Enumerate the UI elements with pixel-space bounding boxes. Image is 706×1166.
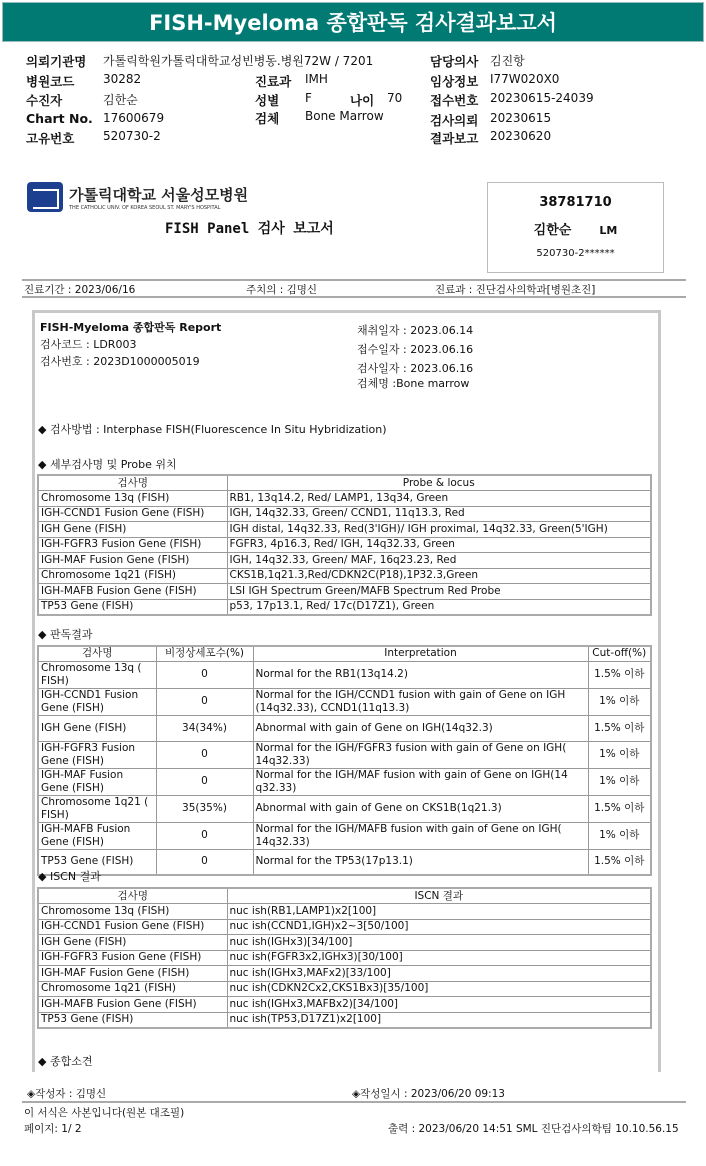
table-cell: 1.5% 이하	[588, 795, 651, 822]
clinical-value: I77W020X0	[490, 72, 560, 86]
table-row	[38, 935, 651, 951]
table-cell: p53, 17p13.1, Red/ 17c(D17Z1), Green	[227, 599, 651, 615]
patient-number: 38781710	[539, 195, 612, 210]
table-cell: 1% 이하	[588, 768, 651, 795]
table-row	[38, 950, 651, 966]
table-row	[38, 584, 651, 600]
probe-table	[37, 474, 652, 616]
table-row	[38, 1012, 651, 1028]
dept-label: 진료과	[255, 74, 292, 89]
table-cell: Normal for the IGH/MAFB fusion with gain of Gene on IGH( 14q32.33)	[253, 822, 588, 849]
table-cell: Normal for the RB1(13q14.2)	[253, 661, 588, 688]
table-cell: Chromosome 13q (FISH)	[38, 904, 227, 920]
table-cell: RB1, 13q14.2, Red/ LAMP1, 13q34, Green	[227, 491, 651, 507]
table-cell: IGH Gene (FISH)	[38, 715, 156, 741]
hospital-name: 가톨릭대학교 서울성모병원	[69, 185, 249, 204]
age-label: 나이	[350, 93, 375, 108]
table-cell: IGH-FGFR3 Fusion Gene (FISH)	[38, 537, 227, 553]
table-cell: 1% 이하	[588, 822, 651, 849]
table-row	[38, 966, 651, 982]
table-row	[38, 491, 651, 507]
table-row	[38, 904, 651, 920]
table-cell: nuc ish(IGHx3,MAFBx2)[34/100]	[227, 997, 651, 1013]
patient-id: 520730-2******	[536, 248, 615, 259]
table-cell: Chromosome 1q21 (FISH)	[38, 568, 227, 584]
report-value: 20230620	[490, 129, 552, 143]
table-cell: TP53 Gene (FISH)	[38, 849, 156, 875]
col-header: Probe & locus	[227, 475, 651, 491]
table-cell: IGH-MAFB Fusion Gene (FISH)	[38, 997, 227, 1013]
visit-physician: 주치의 : 김명신	[246, 284, 318, 296]
table-cell: Chromosome 1q21 ( FISH)	[38, 795, 156, 822]
table-cell: CKS1B,1q21.3,Red/CDKN2C(P18),1P32.3,Green	[227, 568, 651, 584]
table-cell: Abnormal with gain of Gene on IGH(14q32.3)	[253, 715, 588, 741]
patient-code: LM	[599, 224, 618, 237]
hospital-emblem-icon	[27, 182, 63, 212]
code-value: 30282	[103, 72, 142, 86]
iscn-section-title: ◆ ISCN 결과	[38, 870, 101, 883]
patient-value: 김한순	[103, 93, 138, 107]
table-cell: nuc ish(IGHx3)[34/100]	[227, 935, 651, 951]
uid-label: 고유번호	[26, 131, 75, 146]
table-cell: 0	[156, 849, 253, 875]
col-header: Interpretation	[253, 646, 588, 661]
table-cell: nuc ish(IGHx3,MAFx2)[33/100]	[227, 966, 651, 982]
test-code: 검사코드 : LDR003	[40, 338, 137, 351]
table-row	[38, 795, 651, 822]
sex-label: 성별	[255, 93, 280, 108]
table-cell: nuc ish(CDKN2Cx2,CKS1Bx3)[35/100]	[227, 981, 651, 997]
method: ◆ 검사방법 : Interphase FISH(Fluorescence In Situ Hybridization)	[38, 423, 387, 436]
specimen-label: 검체	[255, 111, 280, 126]
collected-date: 채취일자 : 2023.06.14	[357, 324, 474, 337]
divider	[22, 296, 686, 298]
panel-title: FISH Panel 검사 보고서	[165, 221, 334, 237]
table-row	[38, 506, 651, 522]
col-header: 비정상세포수(%)	[156, 646, 253, 661]
dept-value: IMH	[305, 72, 328, 86]
table-cell: 1.5% 이하	[588, 715, 651, 741]
table-cell: 0	[156, 661, 253, 688]
copy-notice: 이 서식은 사본입니다(원본 대조필)	[24, 1107, 185, 1119]
code-label: 병원코드	[26, 74, 75, 89]
table-cell: 1% 이하	[588, 688, 651, 715]
probe-section-title: ◆ 세부검사명 및 Probe 위치	[38, 458, 177, 471]
table-cell: 0	[156, 741, 253, 768]
table-cell: 1% 이하	[588, 741, 651, 768]
received-date: 접수일자 : 2023.06.16	[357, 343, 474, 356]
table-cell: IGH, 14q32.33, Green/ MAF, 16q23.23, Red	[227, 553, 651, 569]
table-cell: IGH, 14q32.33, Green/ CCND1, 11q13.3, Red	[227, 506, 651, 522]
request-label: 검사의뢰	[430, 113, 479, 128]
table-row	[38, 688, 651, 715]
table-cell: Chromosome 1q21 (FISH)	[38, 981, 227, 997]
sex-value: F	[305, 91, 312, 105]
test-number: 검사번호 : 2023D1000005019	[40, 355, 200, 368]
table-row	[38, 768, 651, 795]
patient-label: 수진자	[26, 93, 63, 108]
table-cell: IGH distal, 14q32.33, Red(3'IGH)/ IGH proximal, 14q32.33, Green(5'IGH)	[227, 522, 651, 538]
inst-value: 가톨릭학원가톨릭대학교성빈병동.병원72W / 7201	[103, 54, 374, 68]
table-cell: IGH-FGFR3 Fusion Gene (FISH)	[38, 950, 227, 966]
table-row	[38, 981, 651, 997]
report-title: FISH-Myeloma 종합판독 Report	[40, 321, 222, 334]
col-header: 검사명	[38, 646, 156, 661]
table-cell: IGH-MAFB Fusion Gene (FISH)	[38, 822, 156, 849]
table-cell: IGH-MAF Fusion Gene (FISH)	[38, 966, 227, 982]
table-row	[38, 849, 651, 875]
patient-name: 김한순	[533, 223, 572, 238]
divider	[22, 279, 686, 281]
written-datetime: ◈작성일시 : 2023/06/20 09:13	[352, 1088, 505, 1100]
table-cell: nuc ish(FGFR3x2,IGHx3)[30/100]	[227, 950, 651, 966]
summary-section-title: ◆ 종합소견	[38, 1055, 93, 1068]
visit-period: 진료기간 : 2023/06/16	[24, 284, 136, 296]
table-cell: IGH-CCND1 Fusion Gene (FISH)	[38, 506, 227, 522]
table-cell: IGH-FGFR3 Fusion Gene (FISH)	[38, 741, 156, 768]
result-table	[37, 645, 652, 876]
age-value: 70	[387, 91, 403, 105]
table-row	[38, 599, 651, 615]
table-row	[38, 553, 651, 569]
table-cell: Normal for the IGH/FGFR3 fusion with gain of Gene on IGH( 14q32.33)	[253, 741, 588, 768]
table-cell: IGH-MAFB Fusion Gene (FISH)	[38, 584, 227, 600]
doctor-value: 김진항	[490, 54, 525, 68]
hospital-logo	[27, 182, 248, 212]
table-cell: Abnormal with gain of Gene on CKS1B(1q21.3)	[253, 795, 588, 822]
table-cell: IGH-MAF Fusion Gene (FISH)	[38, 553, 227, 569]
table-cell: Normal for the IGH/CCND1 fusion with gain of Gene on IGH (14q32.33), CCND1(11q13.3)	[253, 688, 588, 715]
table-cell: nuc ish(CCND1,IGH)x2~3[50/100]	[227, 919, 651, 935]
table-row	[38, 661, 651, 688]
col-header: Cut-off(%)	[588, 646, 651, 661]
result-section-title: ◆ 판독결과	[38, 628, 93, 641]
table-cell: 0	[156, 822, 253, 849]
table-cell: LSI IGH Spectrum Green/MAFB Spectrum Red Probe	[227, 584, 651, 600]
table-cell: 35(35%)	[156, 795, 253, 822]
chart-value: 17600679	[103, 111, 165, 125]
specimen-value: Bone Marrow	[305, 109, 384, 123]
divider	[22, 1101, 686, 1103]
table-cell: IGH-CCND1 Fusion Gene (FISH)	[38, 688, 156, 715]
iscn-table	[37, 887, 652, 1029]
visit-department: 진료과 : 진단검사의학과[병원초진]	[435, 284, 596, 296]
table-row	[38, 715, 651, 741]
table-cell: Chromosome 13q (FISH)	[38, 491, 227, 507]
clinical-label: 임상정보	[430, 74, 479, 89]
page-number: 페이지: 1/ 2	[24, 1123, 82, 1135]
report-label: 결과보고	[430, 131, 479, 146]
table-cell: IGH-CCND1 Fusion Gene (FISH)	[38, 919, 227, 935]
table-cell: 34(34%)	[156, 715, 253, 741]
table-cell: IGH Gene (FISH)	[38, 935, 227, 951]
table-cell: FGFR3, 4p16.3, Red/ IGH, 14q32.33, Green	[227, 537, 651, 553]
table-cell: nuc ish(RB1,LAMP1)x2[100]	[227, 904, 651, 920]
uid-value: 520730-2	[103, 129, 161, 143]
table-row	[38, 997, 651, 1013]
col-header: 검사명	[38, 888, 227, 904]
patient-label-box	[487, 182, 664, 273]
chart-label: Chart No.	[26, 111, 93, 126]
doctor-label: 담당의사	[430, 54, 479, 69]
table-cell: Normal for the IGH/MAF fusion with gain of Gene on IGH(14 q32.33)	[253, 768, 588, 795]
table-cell: IGH-MAF Fusion Gene (FISH)	[38, 768, 156, 795]
col-header: 검사명	[38, 475, 227, 491]
specimen-name: 검체명 :Bone marrow	[357, 377, 470, 390]
receipt-label: 접수번호	[430, 93, 479, 108]
table-cell: Chromosome 13q ( FISH)	[38, 661, 156, 688]
inst-label: 의뢰기관명	[26, 54, 87, 69]
author: ◈작성자 : 김명신	[27, 1088, 107, 1100]
table-cell: 0	[156, 768, 253, 795]
tested-date: 검사일자 : 2023.06.16	[357, 362, 474, 375]
page-title: FISH-Myeloma 종합판독 검사결과보고서	[2, 2, 704, 42]
table-cell: 1.5% 이하	[588, 661, 651, 688]
table-cell: 0	[156, 688, 253, 715]
table-row	[38, 522, 651, 538]
table-cell: nuc ish(TP53,D17Z1)x2[100]	[227, 1012, 651, 1028]
request-value: 20230615	[490, 111, 552, 125]
receipt-value: 20230615-24039	[490, 91, 594, 105]
table-row	[38, 741, 651, 768]
table-row	[38, 822, 651, 849]
col-header: ISCN 결과	[227, 888, 651, 904]
table-row	[38, 537, 651, 553]
table-cell: TP53 Gene (FISH)	[38, 599, 227, 615]
table-row	[38, 919, 651, 935]
table-cell: 1.5% 이하	[588, 849, 651, 875]
table-cell: TP53 Gene (FISH)	[38, 1012, 227, 1028]
hospital-name-en: THE CATHOLIC UNIV. OF KOREA SEOUL ST. MARY'S HOSPITAL	[69, 204, 221, 211]
table-cell: IGH Gene (FISH)	[38, 522, 227, 538]
table-row	[38, 568, 651, 584]
print-info: 출력 : 2023/06/20 14:51 SML 진단검사의학팀 10.10.56.15	[388, 1123, 679, 1135]
table-cell: Normal for the TP53(17p13.1)	[253, 849, 588, 875]
